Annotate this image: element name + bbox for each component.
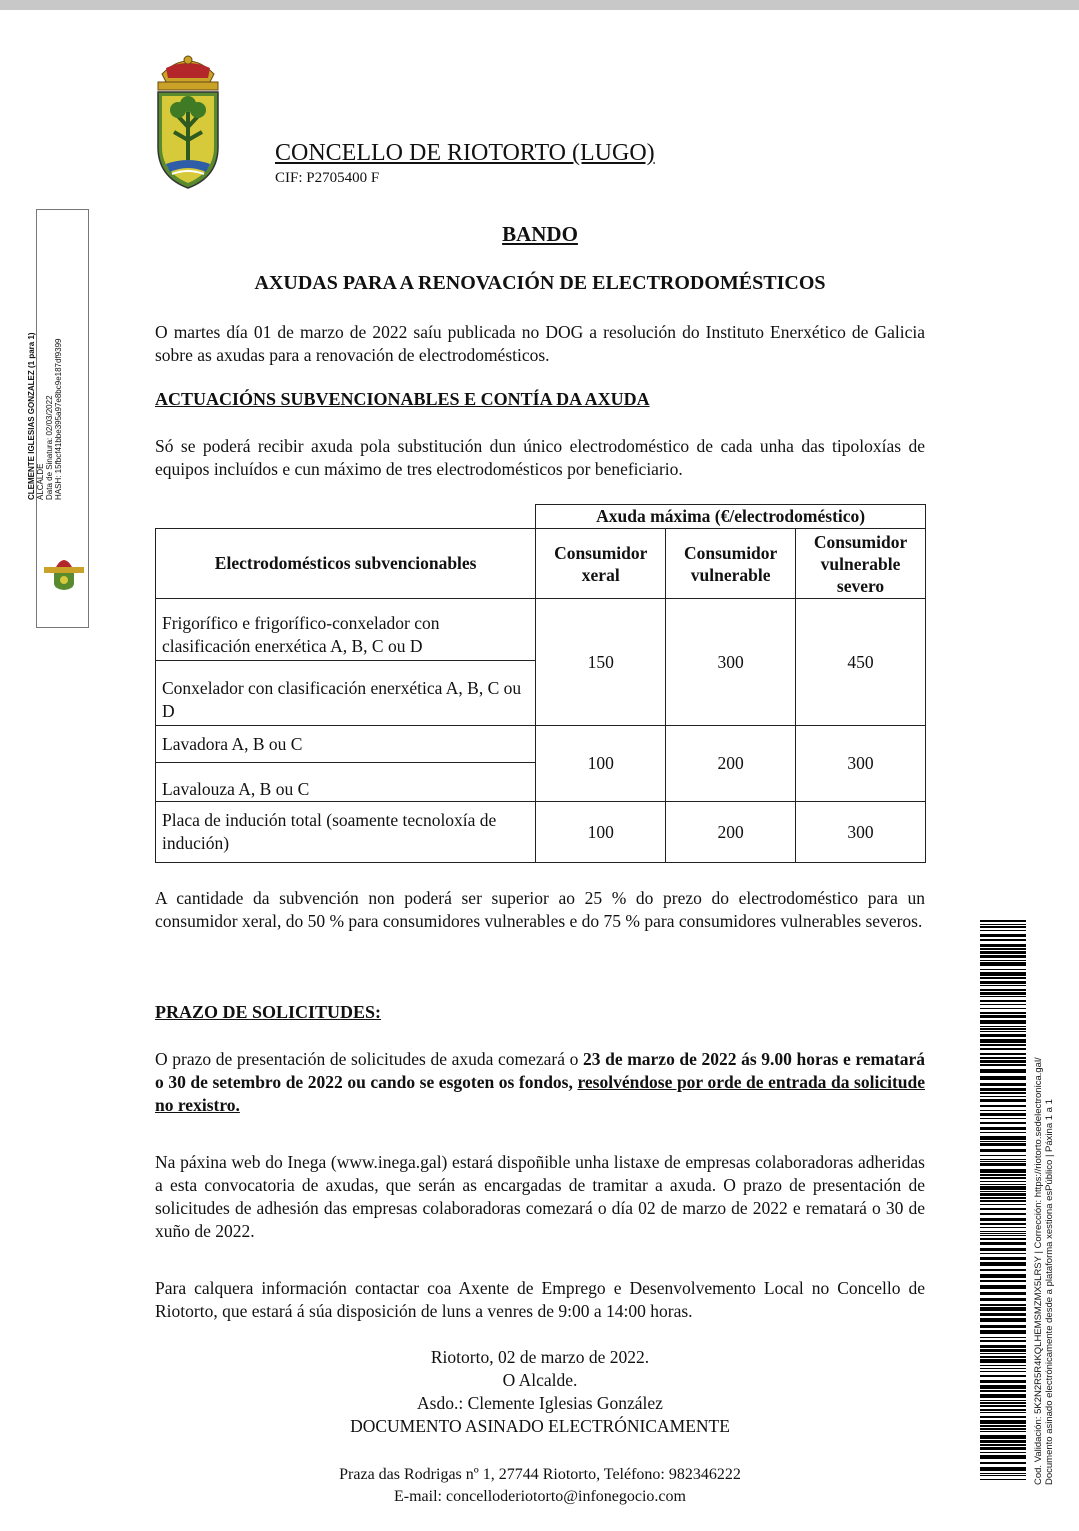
barcode-bar [980, 1462, 1026, 1464]
barcode-bar [980, 1330, 1026, 1334]
barcode-bar [980, 1274, 1026, 1278]
barcode-bar [980, 1031, 1026, 1032]
barcode-bar [980, 981, 1026, 984]
barcode-bar [980, 989, 1026, 991]
top-gray-bar [0, 0, 1079, 10]
section-actuacions-text: Só se poderá recibir axuda pola substitución dun único electrodoméstico de cada unha das tipoloxías de equipos incluídos e cun máximo de tres electrodomésticos por beneficiario. [155, 436, 925, 479]
barcode-bar [980, 1479, 1026, 1480]
barcode-bar [980, 1218, 1026, 1221]
barcode-bar [980, 1105, 1026, 1107]
barcode-bar [980, 1184, 1026, 1185]
barcode-bar [980, 1340, 1026, 1342]
barcode-bar [980, 1390, 1026, 1392]
barcode-bar [980, 1380, 1026, 1383]
signer-role: ALCALDE [36, 463, 45, 500]
barcode-bar [980, 1060, 1026, 1063]
barcode-bar [980, 969, 1026, 970]
barcode-bar [980, 1181, 1026, 1182]
barcode-bar [980, 1223, 1026, 1225]
barcode-bar [980, 1444, 1026, 1446]
table-cell-vulnerable: 300 [666, 599, 796, 726]
closing-signer: Asdo.: Clemente Iglesias González [417, 1393, 663, 1413]
section-actuacions-title: ACTUACIÓNS SUBVENCIONABLES E CONTÍA DA AXUDA [155, 389, 650, 409]
barcode-bar [980, 1213, 1026, 1215]
barcode-bar [980, 1371, 1026, 1372]
barcode-bar [980, 1028, 1026, 1030]
barcode-bar [980, 1235, 1026, 1236]
barcode-bar [980, 1136, 1026, 1140]
barcode-bar [980, 1365, 1026, 1366]
section-prazo-title: PRAZO DE SOLICITUDES: [155, 1002, 382, 1022]
contact-paragraph: Para calquera información contactar coa Axente de Emprego e Desenvolvemento Local no Concello de Riotorto, que estará á súa disposición de luns a venres de 9:00 a 14:00 horas. [155, 1278, 925, 1321]
barcode-bar [980, 992, 1026, 995]
barcode-bar [980, 1292, 1026, 1295]
barcode-bar [980, 1174, 1026, 1176]
barcode-bar [980, 951, 1026, 954]
signature-date: Data de Sinatura: 02/03/2022 [45, 395, 54, 500]
table-row-label: Placa de indución total (soamente tecnoloxía de indución) [156, 802, 536, 863]
table-cell-general: 100 [536, 726, 666, 802]
barcode-bar [980, 1412, 1026, 1413]
barcode-bar [980, 934, 1026, 937]
barcode-bar [980, 977, 1026, 979]
barcode-bar [980, 1204, 1026, 1205]
validation-barcode [980, 920, 1026, 1480]
barcode-bar [980, 1039, 1026, 1043]
barcode-bar [980, 924, 1026, 925]
barcode-bar [980, 920, 1026, 922]
municipality-cif: CIF: P2705400 F [275, 170, 380, 186]
barcode-bar [980, 1020, 1026, 1024]
closing-electronic-note: DOCUMENTO ASINADO ELECTRÓNICAMENTE [350, 1416, 730, 1436]
barcode-bar [980, 1325, 1026, 1328]
barcode-bar [980, 1057, 1026, 1059]
closing-date: Riotorto, 02 de marzo de 2022. [430, 1347, 650, 1367]
barcode-bar [980, 1034, 1026, 1037]
table-cell-general: 100 [536, 802, 666, 863]
barcode-bar [980, 930, 1026, 931]
document-subheading: AXUDAS PARA A RENOVACIÓN DE ELECTRODOMÉSTICOS [254, 272, 826, 294]
barcode-bar [980, 1473, 1026, 1474]
inega-paragraph: Na páxina web do Inega (www.inega.gal) estará dispoñible unha listaxe de empresas colaboradoras adheridas a esta convocatoria de axudas, que serán as encargadas de tramitar a axuda. O prazo de presentación de solicitudes de adhesión das empresas colaboradoras comezará o día 02 de marzo de 2022 e rematará o 30 de xuño de 2022. [155, 1152, 925, 1241]
barcode-bar [980, 1253, 1026, 1254]
barcode-bar [980, 1405, 1026, 1407]
barcode-bar [980, 1143, 1026, 1146]
barcode-bar [980, 1467, 1026, 1471]
barcode-bar [980, 948, 1026, 950]
barcode-bar [980, 1127, 1026, 1130]
subsidy-table [155, 504, 926, 863]
barcode-bar [980, 1012, 1026, 1014]
barcode-bar [980, 1269, 1026, 1271]
barcode-bar [980, 955, 1026, 958]
barcode-bar [980, 1193, 1026, 1196]
barcode-bar [980, 939, 1026, 941]
barcode-bar [980, 1149, 1026, 1152]
barcode-bar [980, 1435, 1026, 1439]
barcode-bar [980, 1004, 1026, 1005]
barcode-bar [980, 1186, 1026, 1190]
barcode-bar [980, 1026, 1026, 1027]
table-super-header: Axuda máxima (€/electrodoméstico) [536, 505, 926, 529]
barcode-bar [980, 1313, 1026, 1316]
intro-paragraph: O martes día 01 de marzo de 2022 saíu publicada no DOG a resolución do Instituto Enerxético de Galicia sobre as axudas para a renovación de electrodomésticos. [155, 322, 925, 365]
barcode-bar [980, 1163, 1026, 1166]
barcode-bar [980, 962, 1026, 966]
barcode-bar [980, 1053, 1026, 1055]
barcode-bar [980, 1345, 1026, 1348]
barcode-bar [980, 1475, 1026, 1476]
barcode-bar [980, 1008, 1026, 1009]
table-cell-general: 150 [536, 599, 666, 726]
barcode-bar [980, 1099, 1026, 1102]
document-heading: BANDO [502, 222, 578, 246]
barcode-bar [980, 1197, 1026, 1199]
table-cell-severe: 300 [796, 726, 926, 802]
barcode-bar [980, 1248, 1026, 1251]
barcode-bar [980, 1233, 1026, 1234]
barcode-bar [980, 1064, 1026, 1066]
barcode-bar [980, 1298, 1026, 1301]
barcode-bar [980, 1400, 1026, 1401]
barcode-bar [980, 1096, 1026, 1097]
table-row-label: Conxelador con clasificación enerxética A, B, C ou D [156, 661, 536, 726]
table-empty-corner [156, 505, 536, 529]
barcode-bar [980, 1416, 1026, 1418]
barcode-bar [980, 1118, 1026, 1119]
barcode-bar [980, 1122, 1026, 1124]
table-cell-severe: 450 [796, 599, 926, 726]
barcode-bar [980, 1428, 1026, 1430]
barcode-bar [980, 1092, 1026, 1094]
barcode-bar [980, 1159, 1026, 1160]
barcode-bar [980, 1155, 1026, 1156]
barcode-bar [980, 1356, 1026, 1358]
barcode-bar [980, 1088, 1026, 1091]
barcode-bar [980, 1359, 1026, 1363]
barcode-bar [980, 1368, 1026, 1369]
table-cell-severe: 300 [796, 802, 926, 863]
barcode-bar [980, 1177, 1026, 1179]
barcode-bar [980, 1440, 1026, 1443]
barcode-bar [980, 1307, 1026, 1311]
deadline-intro: O prazo de presentación de solicitudes de axuda comezará o [155, 1049, 583, 1069]
table-cell-vulnerable: 200 [666, 726, 796, 802]
signature-hash: HASH: 15fbcf41bbe395a97e8bc9e187df9399 [54, 338, 63, 500]
barcode-bar [980, 960, 1026, 961]
footer-address: Praza das Rodrigas nº 1, 27744 Riotorto, Teléfono: 982346222 [339, 1466, 741, 1483]
barcode-bar [980, 1208, 1026, 1210]
barcode-bar [980, 1242, 1026, 1245]
closing-block [155, 1346, 925, 1438]
barcode-bar [980, 1238, 1026, 1240]
barcode-bar [980, 1280, 1026, 1282]
signer-name: CLEMENTE IGLESIAS GONZALEZ (1 para 1) [27, 332, 36, 500]
signature-text [27, 200, 63, 500]
validation-text [1033, 885, 1055, 1485]
barcode-bar [980, 1048, 1026, 1050]
deadline-paragraph [155, 1048, 925, 1117]
barcode-bar [980, 1394, 1026, 1398]
barcode-bar [980, 1257, 1026, 1260]
table-header-severe: Consumidor vulnerable severo [796, 529, 926, 599]
validation-platform: Documento asinado electrónicamente desde a plataforma xestiona esPúblico | Páxina 1 a 1 [1044, 1099, 1055, 1485]
barcode-bar [980, 1420, 1026, 1424]
barcode-bar [980, 1409, 1026, 1411]
barcode-bar [980, 1285, 1026, 1289]
barcode-bar [980, 1385, 1026, 1389]
barcode-bar [980, 1076, 1026, 1080]
barcode-bar [980, 1349, 1026, 1352]
deadline-order-note: resolvéndose por orde de entrada da solicitude no rexistro. [155, 1072, 926, 1115]
barcode-bar [980, 926, 1026, 928]
barcode-bar [980, 1132, 1026, 1133]
barcode-bar [980, 1227, 1026, 1228]
table-row-label: Lavadora A, B ou C [156, 726, 536, 763]
barcode-bar [980, 1337, 1026, 1338]
barcode-bar [980, 1353, 1026, 1354]
barcode-bar [980, 1083, 1026, 1086]
table-header-general: Consumidor xeral [536, 529, 666, 599]
barcode-bar [980, 972, 1026, 976]
table-cell-vulnerable: 200 [666, 802, 796, 863]
barcode-bar [980, 1262, 1026, 1266]
barcode-bar [980, 1304, 1026, 1306]
barcode-bar [980, 1169, 1026, 1173]
footer [155, 1464, 925, 1508]
small-coat-of-arms-icon [42, 553, 86, 591]
deadline-dates: 23 de marzo de 2022 ás 9.00 horas e rematará o 30 de setembro de 2022 ou cando se esgoten os fondos, [155, 1049, 925, 1092]
barcode-bar [980, 1455, 1026, 1459]
barcode-bar [980, 1110, 1026, 1111]
barcode-bar [980, 1375, 1026, 1377]
barcode-bar [980, 1231, 1026, 1232]
table-row-label: Frigorífico e frigorífico-conxelador con clasificación enerxética A, B, C ou D [156, 599, 536, 661]
barcode-bar [980, 1318, 1026, 1322]
barcode-bar [980, 1431, 1026, 1432]
table-header-vulnerable: Consumidor vulnerable [666, 529, 796, 599]
validation-code: Cod. Validación: 5K2N2R5R4KQLHEMSMZMX5LRSY | Corrección: https://riotorto.sedelectronica.gal/ [1033, 1057, 1044, 1485]
barcode-bar [980, 1069, 1026, 1073]
barcode-bar [980, 1015, 1026, 1018]
municipality-title: CONCELLO DE RIOTORTO (LUGO) [275, 140, 655, 166]
table-row-label: Lavalouza A, B ou C [156, 763, 536, 802]
barcode-bar [980, 1044, 1026, 1046]
barcode-bar [980, 1200, 1026, 1202]
closing-role: O Alcalde. [502, 1370, 578, 1390]
barcode-bar [980, 1141, 1026, 1142]
barcode-bar [980, 1000, 1026, 1002]
barcode-bar [980, 1113, 1026, 1116]
footer-email: E-mail: concelloderiotorto@infonegocio.com [394, 1488, 686, 1505]
barcode-bar [980, 1402, 1026, 1404]
barcode-bar [980, 1447, 1026, 1450]
coat-of-arms-logo [148, 52, 228, 192]
barcode-bar [980, 1191, 1026, 1192]
limit-paragraph: A cantidade da subvención non poderá ser superior ao 25 % do prezo do electrodoméstico para un consumidor xeral, do 50 % para consumidores vulnerables e do 75 % para consumidores vulnerables severos. [155, 888, 925, 931]
barcode-bar [980, 1425, 1026, 1427]
table-header-appliances: Electrodomésticos subvencionables [156, 529, 536, 599]
barcode-bar [980, 944, 1026, 947]
barcode-bar [980, 985, 1026, 986]
barcode-bar [980, 1161, 1026, 1162]
barcode-bar [980, 996, 1026, 997]
barcode-bar [980, 1452, 1026, 1453]
